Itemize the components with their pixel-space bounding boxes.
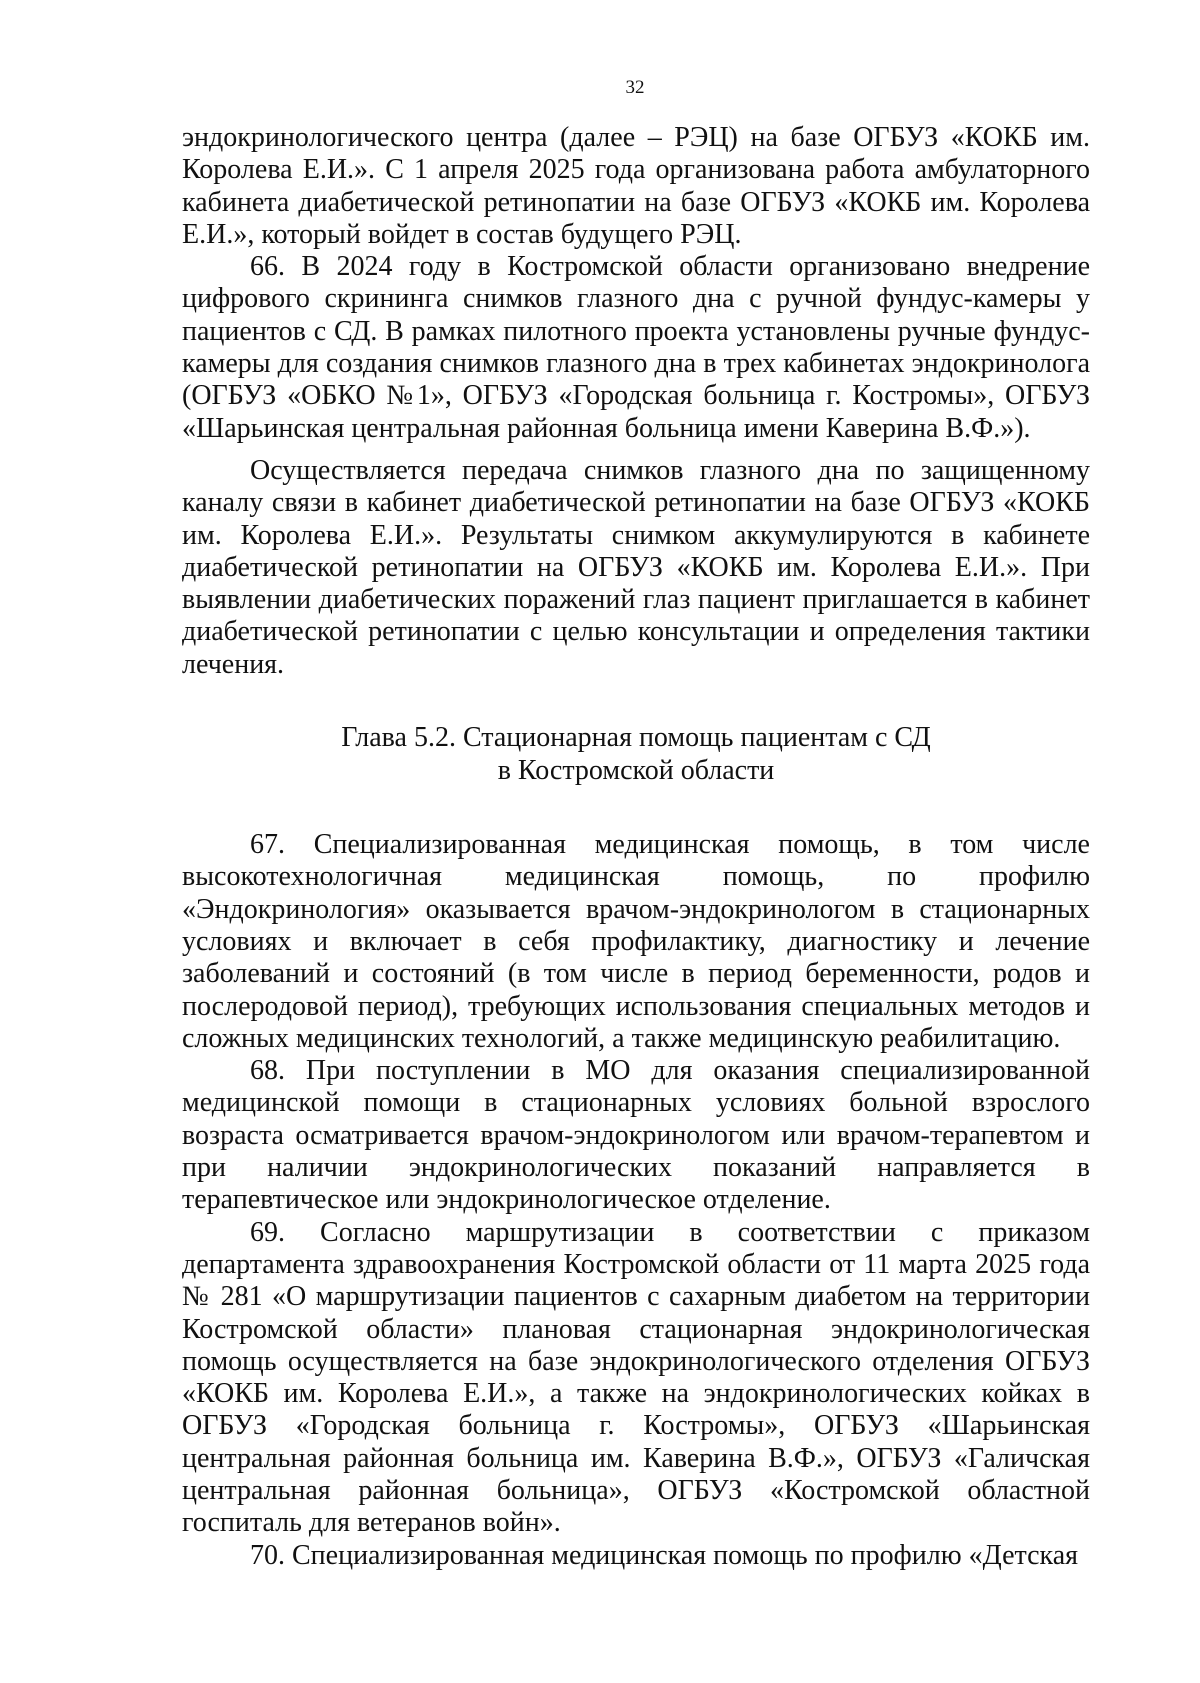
document-body: [182, 122, 1090, 1572]
page-number: 32: [625, 77, 645, 98]
paragraph-69: 69. Согласно маршрутизации в соответствии с приказом департамента здравоохранения Костромской области от 11 марта 2025 года № 281 «О маршрутизации пациентов с сахарным диабетом на территории Костромской области» плановая стационарная эндокринологическая помощь осуществляется на базе эндокринологического отделения ОГБУЗ «КОКБ им. Королева Е.И.», а также на эндокринологических койках в ОГБУЗ «Городская больница г. Костромы», ОГБУЗ «Шарьинская центральная районная больница им. Каверина В.Ф.», ОГБУЗ «Галичская центральная районная больница», ОГБУЗ «Костромской областной госпиталь для ветеранов войн».: [182, 1216, 1090, 1539]
chapter-heading-line-1: Глава 5.2. Стационарная помощь пациентам с СД: [341, 722, 931, 754]
paragraph-67: 67. Специализированная медицинская помощь, в том числе высокотехнологичная медицинская помощь, по профилю «Эндокринология» оказывается врачом-эндокринологом в стационарных условиях и включает в себя профилактику, диагностику и лечение заболеваний и состояний (в том числе в период беременности, родов и послеродовой период), требующих использования специальных методов и сложных медицинских технологий, а также медицинскую реабилитацию.: [182, 829, 1090, 1054]
chapter-heading-line-2: в Костромской области: [497, 755, 775, 787]
paragraph-image-transfer: Осуществляется передача снимков глазного дна по защищенному каналу связи в кабинет диабетической ретинопатии на базе ОГБУЗ «КОКБ им. Королева Е.И.». Результаты снимком аккумулируются в кабинете диабетической ретинопатии на ОГБУЗ «КОКБ им. Королева Е.И.». При выявлении диабетических поражений глаз пациент приглашается в кабинет диабетической ретинопатии с целью консультации и определения тактики лечения.: [182, 454, 1090, 680]
chapter-heading: [182, 721, 1090, 787]
paragraph-68: 68. При поступлении в МО для оказания специализированной медицинской помощи в стационарных условиях больной взрослого возраста осматривается врачом-эндокринологом или врачом-терапевтом и при наличии эндокринологических показаний направляется в терапевтическое или эндокринологическое отделение.: [182, 1055, 1090, 1216]
paragraph-66: 66. В 2024 году в Костромской области организовано внедрение цифрового скрининга снимков глазного дна с ручной фундус-камеры у пациентов с СД. В рамках пилотного проекта установлены ручные фундус-камеры для создания снимков глазного дна в трех кабинетах эндокринолога (ОГБУЗ «ОБКО №1», ОГБУЗ «Городская больница г. Костромы», ОГБУЗ «Шарьинская центральная районная больница имени Каверина В.Ф.»).: [182, 251, 1090, 444]
paragraph-70: 70. Специализированная медицинская помощь по профилю «Детская: [250, 1539, 1079, 1571]
paragraph-continuation: эндокринологического центра (далее – РЭЦ) на базе ОГБУЗ «КОКБ им. Королева Е.И.». С 1 апреля 2025 года организована работа амбулаторного кабинета диабетической ретинопатии на базе ОГБУЗ «КОКБ им. Королева Е.И.», который войдет в состав будущего РЭЦ.: [182, 122, 1090, 250]
